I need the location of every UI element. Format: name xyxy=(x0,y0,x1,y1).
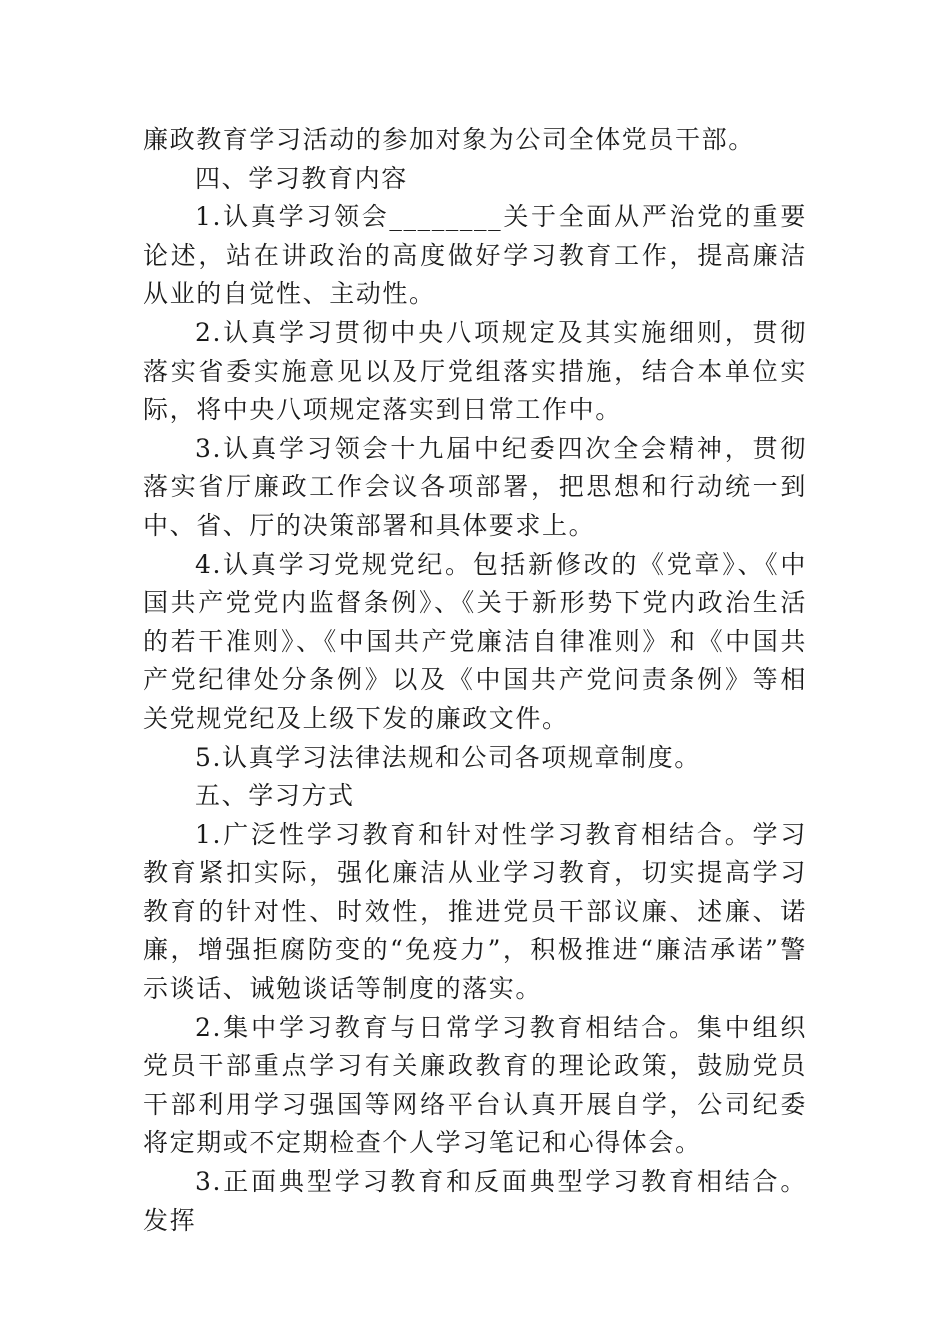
paragraph-participants: 廉政教育学习活动的参加对象为公司全体党员干部。 xyxy=(143,125,755,154)
paragraph-content-1: 1.认真学习领会________关于全面从严治党的重要论述，站在讲政治的高度做好学习教育工作，提高廉洁从业的自觉性、主动性。 xyxy=(143,202,807,309)
paragraph-method-3: 3.正面典型学习教育和反面典型学习教育相结合。发挥 xyxy=(143,1167,807,1235)
paragraph-content-2: 2.认真学习贯彻中央八项规定及其实施细则，贯彻落实省委实施意见以及厅党组落实措施，结合本单位实际，将中央八项规定落实到日常工作中。 xyxy=(143,317,807,425)
paragraph-method-2: 2.集中学习教育与日常学习教育相结合。集中组织党员干部重点学习有关廉政教育的理论政策，鼓励党员干部利用学习强国等网络平台认真开展自学，公司纪委将定期或不定期检查个人学习笔记和心得体会。 xyxy=(143,1012,807,1158)
paragraph-content-3: 3.认真学习领会十九届中纪委四次全会精神，贯彻落实省厅廉政工作会议各项部署，把思想和行动统一到中、省、厅的决策部署和具体要求上。 xyxy=(143,433,807,540)
paragraph-content-5: 5.认真学习法律法规和公司各项规章制度。 xyxy=(195,742,701,772)
section-heading-content: 四、学习教育内容 xyxy=(195,163,408,193)
paragraph-method-1: 1.广泛性学习教育和针对性学习教育相结合。学习教育紧扣实际，强化廉洁从业学习教育，切实提高学习教育的针对性、时效性，推进党员干部议廉、述廉、诺廉，增强拒腐防变的“免疫力”，积极推进“廉洁承诺”警示谈话、诫勉谈话等制度的落实。 xyxy=(143,819,807,1004)
paragraph-content-4: 4.认真学习党规党纪。包括新修改的《党章》、《中国共产党党内监督条例》、《关于新形势下党内政治生活的若干准则》、《中国共产党廉洁自律准则》和《中国共产党纪律处分条例》以及《中国共产党问责条例》等相关党规党纪及上级下发的廉政文件。 xyxy=(143,549,807,733)
section-heading-methods: 五、学习方式 xyxy=(195,781,355,811)
document-body xyxy=(143,121,807,1240)
